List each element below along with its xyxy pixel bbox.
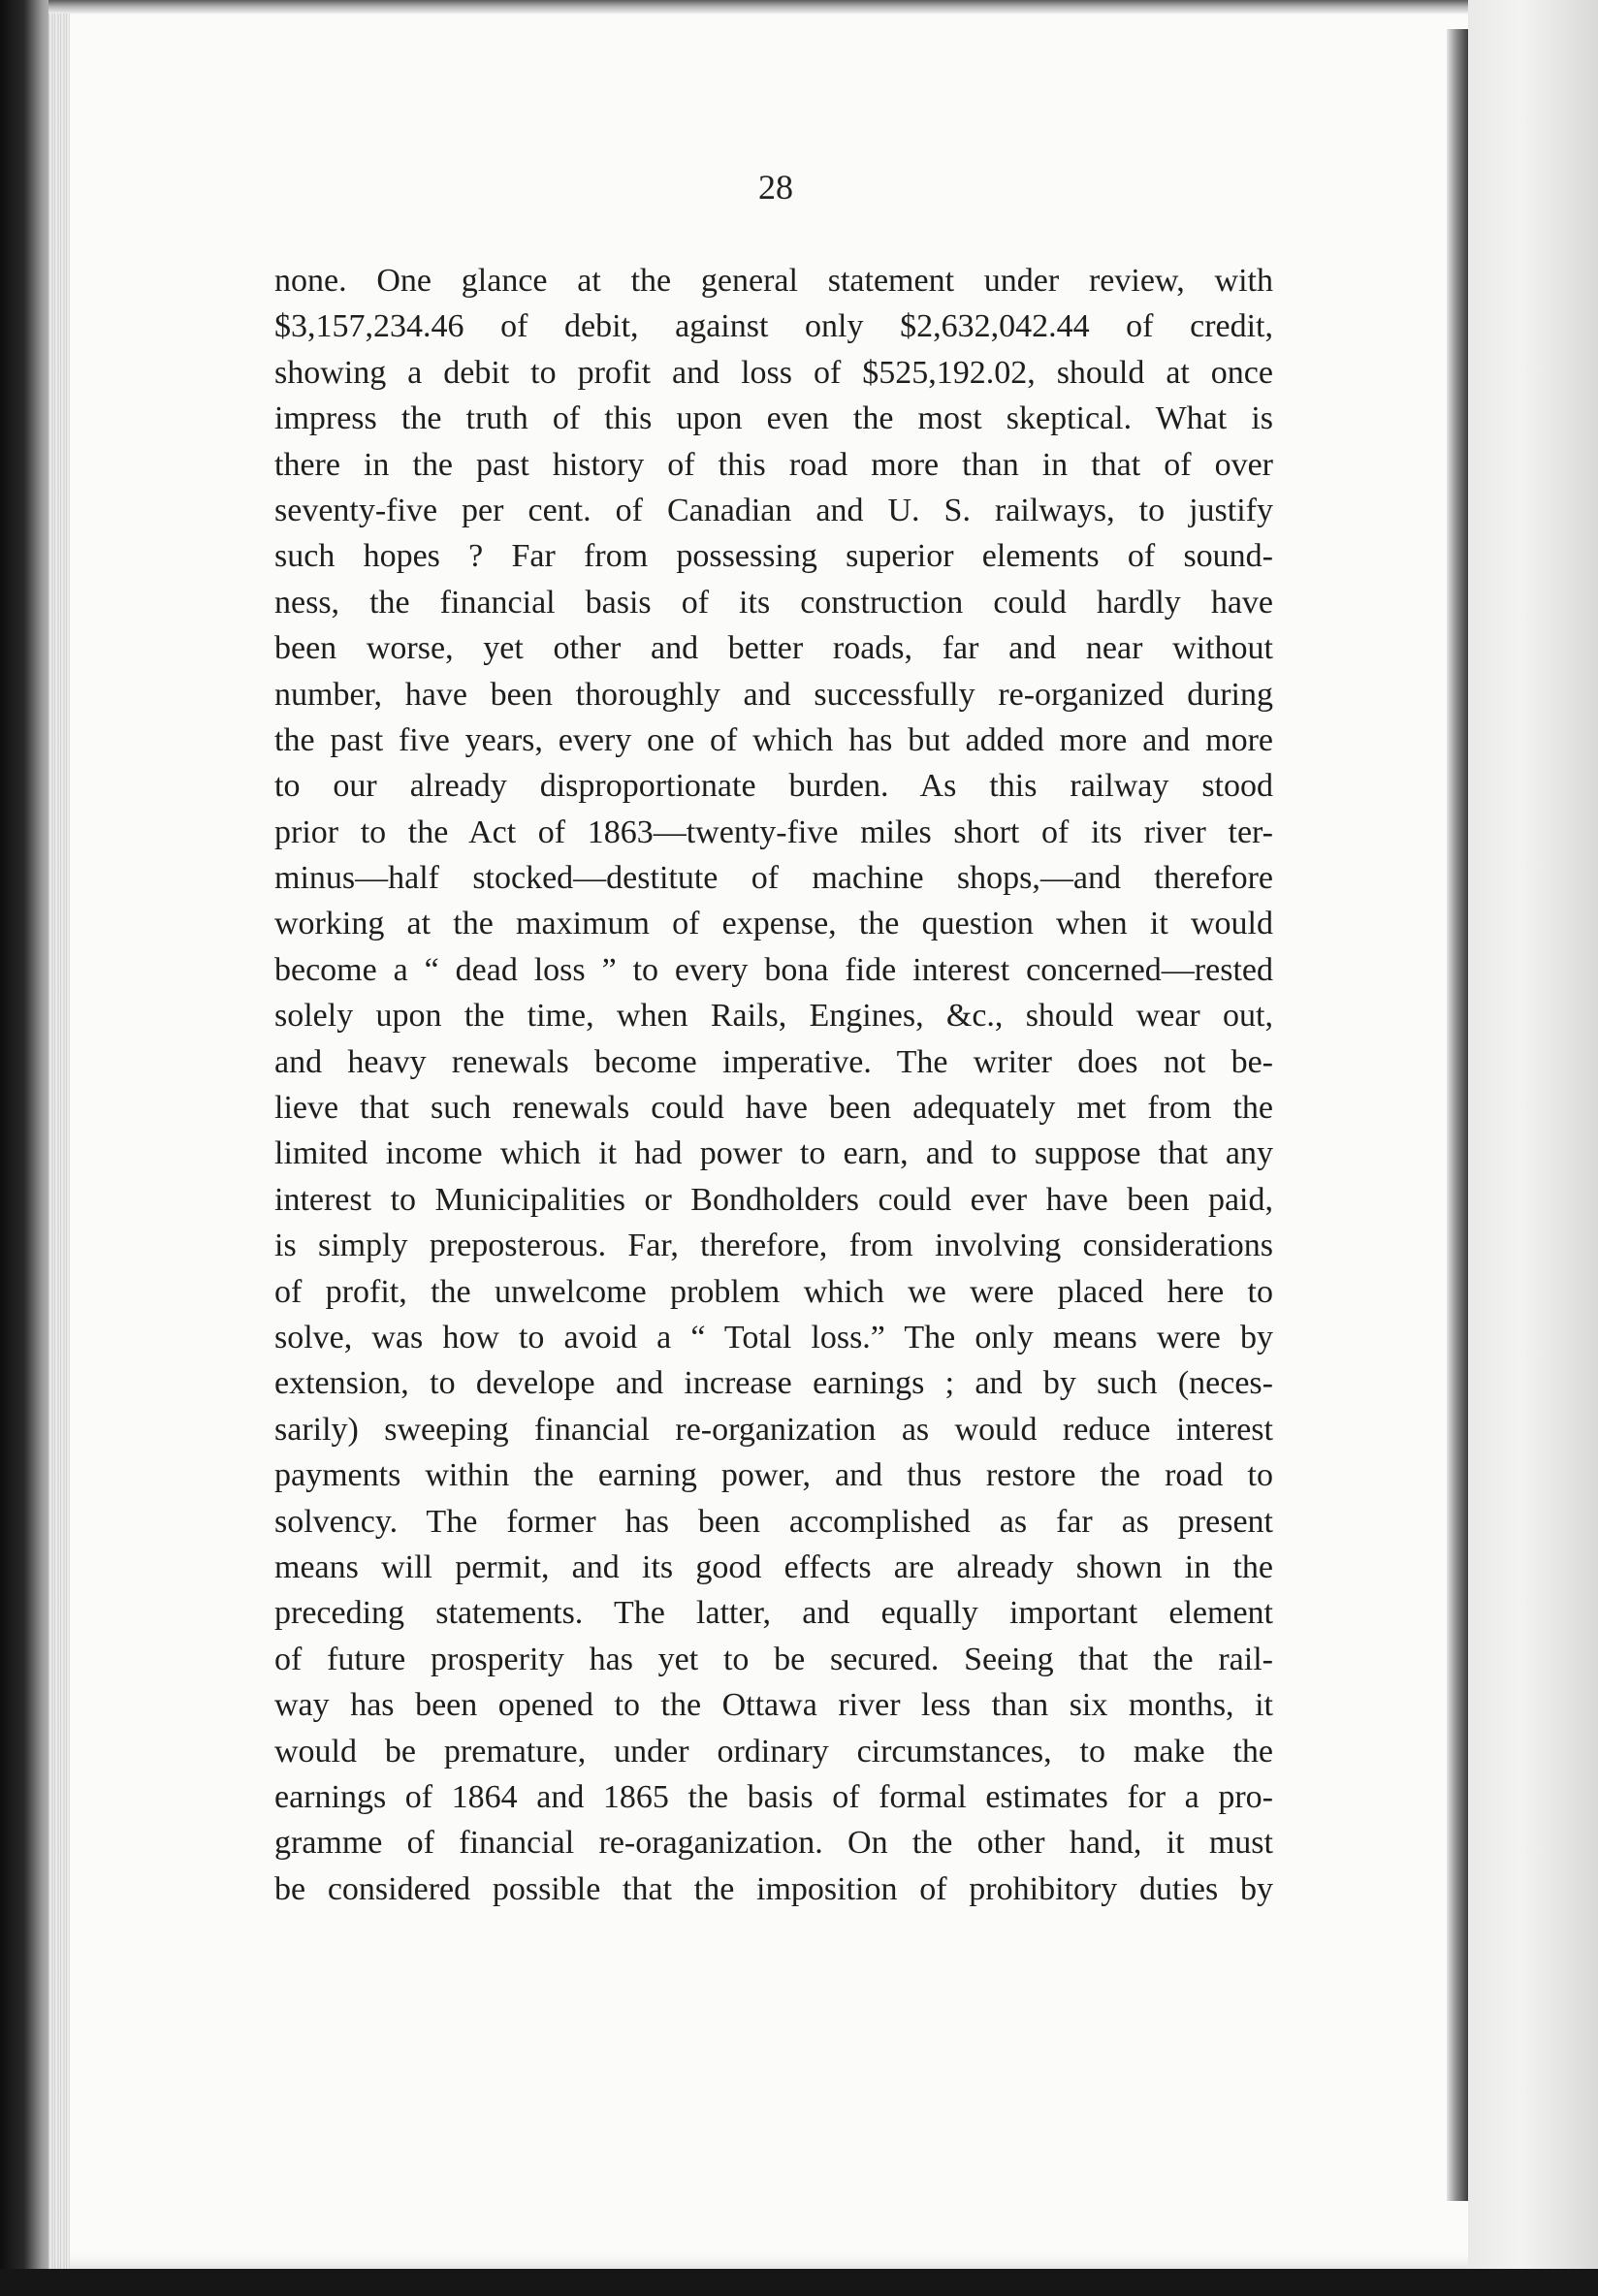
body-text xyxy=(274,258,1273,1912)
text-line: such hopes ? Far from possessing superior elements of sound- xyxy=(274,538,1273,575)
text-line: impress the truth of this upon even the most skeptical. What is xyxy=(274,400,1273,437)
text-line: limited income which it had power to earn, and to suppose that any xyxy=(274,1135,1273,1172)
text-line: payments within the earning power, and thus restore the road to xyxy=(274,1457,1273,1494)
text-line: and heavy renewals become imperative. The writer does not be- xyxy=(274,1043,1273,1080)
text-line: ness, the financial basis of its construction could hardly have xyxy=(274,584,1273,621)
text-line: interest to Municipalities or Bondholders could ever have been paid, xyxy=(274,1181,1273,1218)
text-line: gramme of financial re-oraganization. On the other hand, it must xyxy=(274,1825,1273,1862)
text-line: working at the maximum of expense, the question when it would xyxy=(274,906,1273,942)
text-line: number, have been thoroughly and successfully re-organized during xyxy=(274,676,1273,713)
text-line: prior to the Act of 1863—twenty-five miles short of its river ter- xyxy=(274,813,1273,850)
text-line: there in the past history of this road more than in that of over xyxy=(274,446,1273,483)
facing-page-strip xyxy=(1468,0,1598,2296)
scan-bottom-border xyxy=(0,2269,1598,2296)
text-line: lieve that such renewals could have been adequately met from the xyxy=(274,1090,1273,1127)
text-line: of future prosperity has yet to be secured. Seeing that the rail- xyxy=(274,1641,1273,1677)
text-line: solvency. The former has been accomplished as far as present xyxy=(274,1503,1273,1540)
text-line: none. One glance at the general statement under review, with xyxy=(274,263,1273,299)
page-stack-edges xyxy=(48,0,70,2269)
text-line: way has been opened to the Ottawa river less than six months, it xyxy=(274,1687,1273,1724)
text-line: is simply preposterous. Far, therefore, from involving considerations xyxy=(274,1228,1273,1264)
text-line: of profit, the unwelcome problem which we were placed here to xyxy=(274,1273,1273,1310)
book-binding-shadow xyxy=(1447,29,1468,2201)
text-line: been worse, yet other and better roads, far and near without xyxy=(274,630,1273,667)
text-line: $3,157,234.46 of debit, against only $2,632,042.44 of credit, xyxy=(274,308,1273,345)
text-line: become a “ dead loss ” to every bona fide interest concerned—rested xyxy=(274,951,1273,988)
text-line: solve, was how to avoid a “ Total loss.” The only means were by xyxy=(274,1319,1273,1355)
text-line: showing a debit to profit and loss of $525,192.02, should at once xyxy=(274,354,1273,391)
text-line: preceding statements. The latter, and equally important element xyxy=(274,1595,1273,1632)
text-line: seventy-five per cent. of Canadian and U. S. railways, to justify xyxy=(274,492,1273,528)
text-line: means will permit, and its good effects are already shown in the xyxy=(274,1548,1273,1585)
text-line: to our already disproportionate burden. As this railway stood xyxy=(274,768,1273,805)
text-line: would be premature, under ordinary circumstances, to make the xyxy=(274,1733,1273,1770)
page-number: 28 xyxy=(758,168,793,207)
text-line: extension, to develope and increase earnings ; and by such (neces- xyxy=(274,1365,1273,1402)
text-line: minus—half stocked—destitute of machine shops,—and therefore xyxy=(274,860,1273,897)
text-line: be considered possible that the imposition of prohibitory duties by xyxy=(274,1870,1273,1907)
text-line: earnings of 1864 and 1865 the basis of formal estimates for a pro- xyxy=(274,1778,1273,1815)
page-top-edge xyxy=(48,0,1495,14)
text-line: solely upon the time, when Rails, Engines, &c., should wear out, xyxy=(274,998,1273,1035)
text-line: the past five years, every one of which has but added more and more xyxy=(274,721,1273,758)
text-line: sarily) sweeping financial re-organization as would reduce interest xyxy=(274,1411,1273,1448)
